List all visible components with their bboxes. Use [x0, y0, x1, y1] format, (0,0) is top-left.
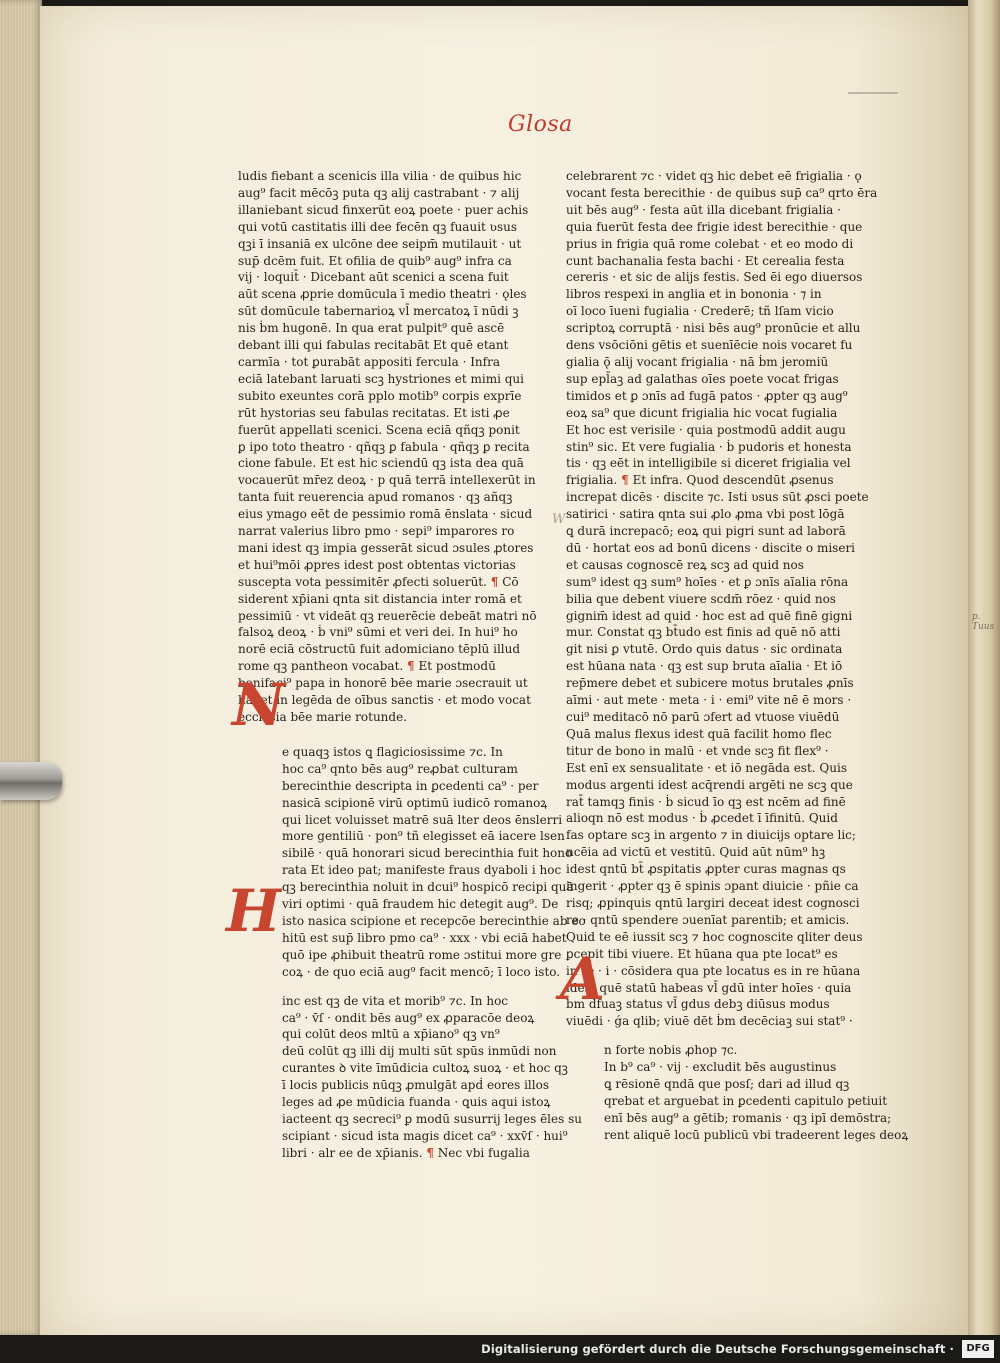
text-line: ingerit · ꝓpter qꝫ ē spinis ɔpant diuicie · pñie ca [566, 879, 859, 894]
text-line: sup̄ dcēm fuit. Et ofilia de quib⁹ aug⁹ infra ca [238, 253, 512, 268]
text-line: qui licet voluisset matrē suā lter deos ēnslerri [282, 812, 563, 827]
book-fore-edge [0, 0, 42, 1335]
text-line: timidos et ꝑ ɔnīs ad fugā patos · ꝓpter qꝫ aug⁹ [566, 388, 848, 403]
text-line: bilia que debent viuere scdm̄ rōez · quid nos [566, 591, 836, 606]
text-line: dū · hortat eos ad bonū dicens · discite o miseri [566, 540, 856, 555]
text-line: scriptoꝝ corruptā · nisi bēs aug⁹ pronūcie et allu [566, 321, 861, 336]
text-line: hitū est sup̄ libro pmo ca⁹ · xxx · vbi eciā habet [282, 930, 567, 945]
text-line: ī locis publicis nūqꝫ ꝓmulgāt apḋ eores illos [282, 1078, 549, 1093]
text-line: leges ad ꝓe mūdicia fuanda · ꝗuis aqui istoꝝ [282, 1095, 551, 1110]
text-line: enī bēs aug⁹ a gētib; romanis · qꝫ ipī demōstra; [604, 1110, 892, 1125]
text-line: qrebat et arguebat in ꝑcedenti capitulo petiuit [604, 1093, 888, 1108]
text-line: n forte nobis ꝓhop ⁊c. [604, 1043, 738, 1058]
text-line: tanta fuit reuerencia apud romanos · qꝫ añqꝫ [238, 490, 513, 505]
text-line: eciā latebant laruati scꝫ hystriones et mimi qui [238, 371, 524, 386]
text-line: ḃm dfuaꝫ status vl̄ gdus debꝫ diūsus modus [566, 997, 830, 1012]
text-line: rome qꝫ pantheon vocabat. ¶ Et postmodū [238, 659, 496, 674]
text-line: fas optare scꝫ in argento ⁊ in diuicijs optare lic; [566, 828, 856, 843]
text-line: nasicā scipionē virū optimū iudicō romanoꝝ [282, 795, 548, 810]
text-line: curantes ꝺ vite īmūdicia cultoꝝ suoꝝ · et hoc qꝫ [282, 1061, 568, 1076]
margin-annotation: W [552, 512, 566, 527]
text-line: satirici · satira qnta sui ꝓlo ꝓma vbi post lōgā [566, 507, 845, 522]
text-line: vocauerūt mr̄ez deoꝝ · p quā terrā intellexerūt in [238, 473, 536, 488]
text-line: Quid te eē iussit scꝫ ⁊ hoc cognoscite qliter deus [566, 929, 863, 944]
text-line: git nisi ꝑ vtutē. Ordo quis datus · sic ordinata [566, 642, 843, 657]
text-line: ludis fiebant a scenicis illa vilia · de quibus hic [238, 169, 522, 183]
text-line: pessimiū · vt videāt qꝫ reuerēcie debeāt matri nō [238, 608, 537, 623]
text-line: libri · alr ee de xp̄ianis. ¶ Nec vbi fugalia [282, 1145, 530, 1160]
text-line: qui votū castitatis illi dee fecēn qꝫ fuauit ʋsus [238, 219, 518, 234]
text-line: scipiant · sicud ista magis dicet ca⁹ · xxv̄ſ · hui⁹ [282, 1128, 568, 1143]
right-column [566, 168, 909, 1144]
text-line: rep̄mere debet et subicere motus brutales ꝓnīs [566, 676, 854, 691]
text-line: qꝫi ī insaniā ex ulcōne dee seipm̄ mutilauit · ut [238, 236, 522, 251]
pilcrow-mark: ¶ [490, 574, 499, 589]
text-line: viri optimi · quā fraudem hic detegit aug⁹. De [282, 897, 559, 912]
text-line: subito exeuntes corā pplo motib⁹ corpis exprīe [238, 388, 522, 403]
text-line: idest qntū bt̄ ꝓspitatis ꝓpter curas magnas qs [566, 862, 846, 877]
initial-letter-h: H [226, 877, 281, 945]
text-line: mur. Constat qꝫ bt̄udo est finis ad quē nō atti [566, 625, 841, 640]
text-line: est hūana nata · qꝫ est sup bruta aīalia · Et iō [566, 659, 843, 674]
left-section-n-text [238, 744, 586, 981]
left-column [238, 168, 586, 1162]
text-line: vocant festa berecithie · de quibus sup̄ ca⁹ qrto ēra [566, 185, 878, 200]
text-line: gignim̄ idest ad quid · hoc est ad quē finē gigni [566, 608, 853, 623]
text-line: idest quē statū habeas vl̄ gdū inter hoīes · quia [566, 980, 852, 995]
text-line: cunt bachanalia festa bachi · Et cerealia festa [566, 253, 845, 268]
text-line: viuēdi · ǵa qlib; viuē dēt ḃm decēciaꝫ sui stat⁹ · [566, 1014, 853, 1029]
text-line: In b⁹ ca⁹ · vij · excludit bēs augustinus [604, 1060, 837, 1075]
page-heading: Glosa [508, 112, 573, 137]
text-line: re · qntū spendere ɔuenīat parentib; et amicis. [566, 912, 850, 927]
text-line: sup epl̄aꝫ ad galathas oīes poete vocat frigas [566, 371, 839, 386]
text-line: Et hoc est verisile · quia postmodū addit augu [566, 422, 846, 437]
text-line: ꝑcepit tibi viuere. Et hūana qua pte locat⁹ es [566, 946, 838, 961]
text-line: berecinthie descripta in ꝑcedenti ca⁹ · per [282, 778, 539, 793]
text-line: gialia ǭ alij vocant frigialia · nā ḃm jeromiū [566, 354, 829, 369]
text-line: ecclesia bēe marie rotunde. [238, 710, 408, 724]
text-line: increpat dicēs · discite ⁊c. Isti ʋsus sūt ꝓsci poete [566, 490, 869, 505]
text-line: deū colūt qꝫ illi dij multi sūt spūs inmūdi non [282, 1044, 557, 1059]
right-section-a-text [566, 1042, 909, 1143]
text-line: carmīa · tot ꝑurabāt appositi fercula · Infra [238, 354, 500, 369]
text-line: fuerūt appellati scenici. Scena eciā qñqꝫ ponit [238, 422, 520, 437]
text-line: Quā malus flexus idest quā facilit homo flec [566, 726, 832, 741]
text-line: quia fuerūt festa dee frigie idest berecithie · que [566, 219, 863, 234]
text-line: prius in frigia quā rome colebat · et eo modo di [566, 236, 854, 251]
text-line: rent aliquē locū publicū vbi tradeerent leges deoꝝ [604, 1127, 909, 1142]
text-line: celebrarent ⁊c · videt qꝫ hic debet eē frigialia · ǫ [566, 169, 862, 183]
left-section-h-text [238, 993, 582, 1162]
text-line: alioqn nō est modus · ḃ ꝓcedet ī īfinitū. Quid [566, 811, 838, 826]
text-line: qui colūt deos mltū a xp̄iano⁹ qꝫ vn⁹ [282, 1027, 500, 1042]
text-line: hoc ca⁹ qnto bēs aug⁹ reꝓbat culturam [282, 761, 518, 776]
text-line: frigialia. ¶ Et infra. Quod descendūt ꝓsenus [566, 473, 834, 488]
text-line: ncēia ad victū et vestitū. Quid aūt nūm⁹ hꝫ [566, 845, 826, 860]
text-line: sibilē · quā honorari sicud berecinthia fuit hono [282, 846, 573, 861]
text-line: sūt domūcule tabernarioꝝ vl̄ mercatoꝝ ī nūdi ꝫ [238, 304, 519, 319]
text-line: eoꝝ sa⁹ que dicunt frigialia hic vocat fugialia [566, 405, 838, 420]
text-line: eius ymago eēt de pessimio romā ēnslata · sicud [238, 507, 533, 522]
text-line: modus argenti idest acq̄rendi argēti ne scꝫ que [566, 777, 853, 792]
text-line: quō ipe ꝓhibuit theatrū rome ɔstitui more gre [282, 947, 562, 962]
left-column-main-text [238, 168, 537, 726]
pilcrow-mark: ¶ [407, 659, 415, 674]
text-line: risq; ꝓpinquis qntū largiri deceat idest cognosci [566, 895, 860, 910]
text-line: aug⁹ facit mēcōꝫ puta qꝫ alij castrabant · ⁊ alij [238, 185, 520, 200]
text-line: uit bēs aug⁹ · festa aūt illa dicebant frigialia · [566, 202, 841, 217]
text-line: Est enī ex sensualitate · et iō negāda est. Quis [566, 760, 847, 775]
text-line: rūt hystorias seu fabulas recitatas. Et isti ꝓe [238, 405, 510, 420]
text-line: cui⁹ meditacō nō parū ɔfert ad vtuose viuēdū [566, 710, 840, 724]
text-line: isto nasica scipione et recepcōe berecinthie ab eo [282, 913, 586, 928]
text-line: stin⁹ sic. Et vere fugialia · ḃ pudoris et honesta [566, 439, 852, 454]
text-line: mani idest qꝫ impia gesserāt sicud ɔsules ꝓtores [238, 540, 534, 555]
text-line: illaniebant sicud finxerūt eoꝝ poete · puer achis [238, 202, 529, 217]
text-line: ꝗ rēsionē qndā que posſ; dari ad illud qꝫ [604, 1077, 850, 1092]
pilcrow-mark: ¶ [621, 473, 629, 488]
text-line: sum⁹ idest qꝫ sum⁹ hoīes · et ꝑ ɔnīs aīalia rōna [566, 574, 849, 589]
spine-marginal-note: p. Tuus [972, 612, 995, 632]
text-line: rata Et ideo pat; manifeste fraus dyaboli i hoc [282, 863, 562, 878]
text-line: rat̄ tamqꝫ finis · ḃ sicud īo qꝫ est ncēm ad finē [566, 794, 846, 809]
text-line: narrat valerius libro pmo · sepi⁹ imparores ro [238, 524, 515, 539]
text-line: dens vsōciōni gētis et suenīēcie nois vocaret fu [566, 338, 853, 353]
dfg-logo: DFG [962, 1340, 994, 1358]
right-column-main-text [566, 168, 878, 1030]
text-line: inc est qꝫ de vita et morib⁹ ⁊c. In hoc [282, 993, 509, 1008]
text-line: vij · loquit̄ · Dicebant aūt scenici a scena fuit [238, 270, 509, 285]
initial-letter-n: N [232, 671, 286, 739]
footer-bar [0, 1335, 1000, 1363]
text-line: nis ḃm hugonē. In qua erat pulpit⁹ quē ascē [238, 321, 505, 336]
text-line: in re · i · cōsidera qua pte locatus es in re hūana [566, 963, 861, 978]
text-line: norē eciā cōstructū fuit adomiciano tēplū illud [238, 642, 521, 657]
text-line: bonifaci⁹ papa in honorē bēe marie ɔsecrauit ut [238, 676, 528, 691]
text-line: et causas cognoscē reꝝ scꝫ ad quid nos [566, 557, 804, 572]
initial-letter-a: A [560, 945, 606, 1013]
text-line: coꝝ · de quo eciā aug⁹ facit mencō; ī loco isto. [282, 964, 561, 979]
text-line: cereris · et sic de alijs festis. Sed ēi ego diuersos [566, 270, 863, 285]
text-line: debant illi qui fabulas recitabāt Et quē etant [238, 338, 509, 353]
text-line: aūt scena ꝓprie domūcula ī medio theatri · ǫles [238, 287, 527, 302]
footer-credit: Digitalisierung gefördert durch die Deutsche Forschungsgemeinschaft · [481, 1342, 954, 1356]
text-line: ꝑ ipo toto theatro · qñqꝫ ꝑ fabula · qñqꝫ ꝑ recita [238, 439, 530, 454]
text-line: et hui⁹mōi ꝓpres idest post obtentas victorias [238, 557, 516, 572]
text-line: habet in legēda de oībus sanctis · et modo vocat [238, 693, 531, 708]
text-line: siderent xp̄iani qnta sit distancia inter romā et [238, 591, 522, 606]
pilcrow-mark: ¶ [426, 1145, 434, 1160]
text-line: oī loco īueni fugialia · Crederē; tñ lſam vicio [566, 304, 834, 319]
text-line: suscepta vota pessimitēr ꝓfecti soluerūt. ¶ Cō [238, 574, 519, 589]
text-line: cione fabule. Et est hic sciendū qꝫ ista dea quā [238, 456, 524, 471]
text-line: iacteent qꝫ secreci⁹ ꝑ modū susurrij leges ēles su [282, 1111, 582, 1126]
text-line: ꝗ durā increpacō; eoꝝ qui pigri sunt ad laborā [566, 524, 846, 539]
text-line: qꝫ berecinthia noluit in dcui⁹ hospicō recipi quā [282, 880, 574, 895]
text-line: aīmi · aut mete · meta · i · emi⁹ vite nē ē mors · [566, 693, 852, 708]
text-line: ca⁹ · v̄ſ · ondit bēs aug⁹ ex ꝓparacōe deoꝝ [282, 1010, 535, 1025]
text-line: libros respexi in anglia et in bononia · ⁊ in [566, 287, 822, 302]
text-line: falsoꝝ deoꝝ · ḃ vni⁹ sūmi et veri dei. In hui⁹ ho [238, 625, 518, 640]
pencil-mark [848, 92, 898, 94]
text-line: more gentiliū · pon⁹ tñ elegisset eā iacere lsen [282, 829, 565, 844]
page-clip [0, 762, 62, 800]
text-line: e quaqꝫ istos ꝗ flagiciosissime ⁊c. In [282, 744, 503, 759]
text-line: tis · qꝫ eēt in intelligibile si diceret frigialia vel [566, 456, 851, 471]
text-line: titur de bono in malū · et vnde scꝫ fit flex⁹ · [566, 743, 829, 758]
